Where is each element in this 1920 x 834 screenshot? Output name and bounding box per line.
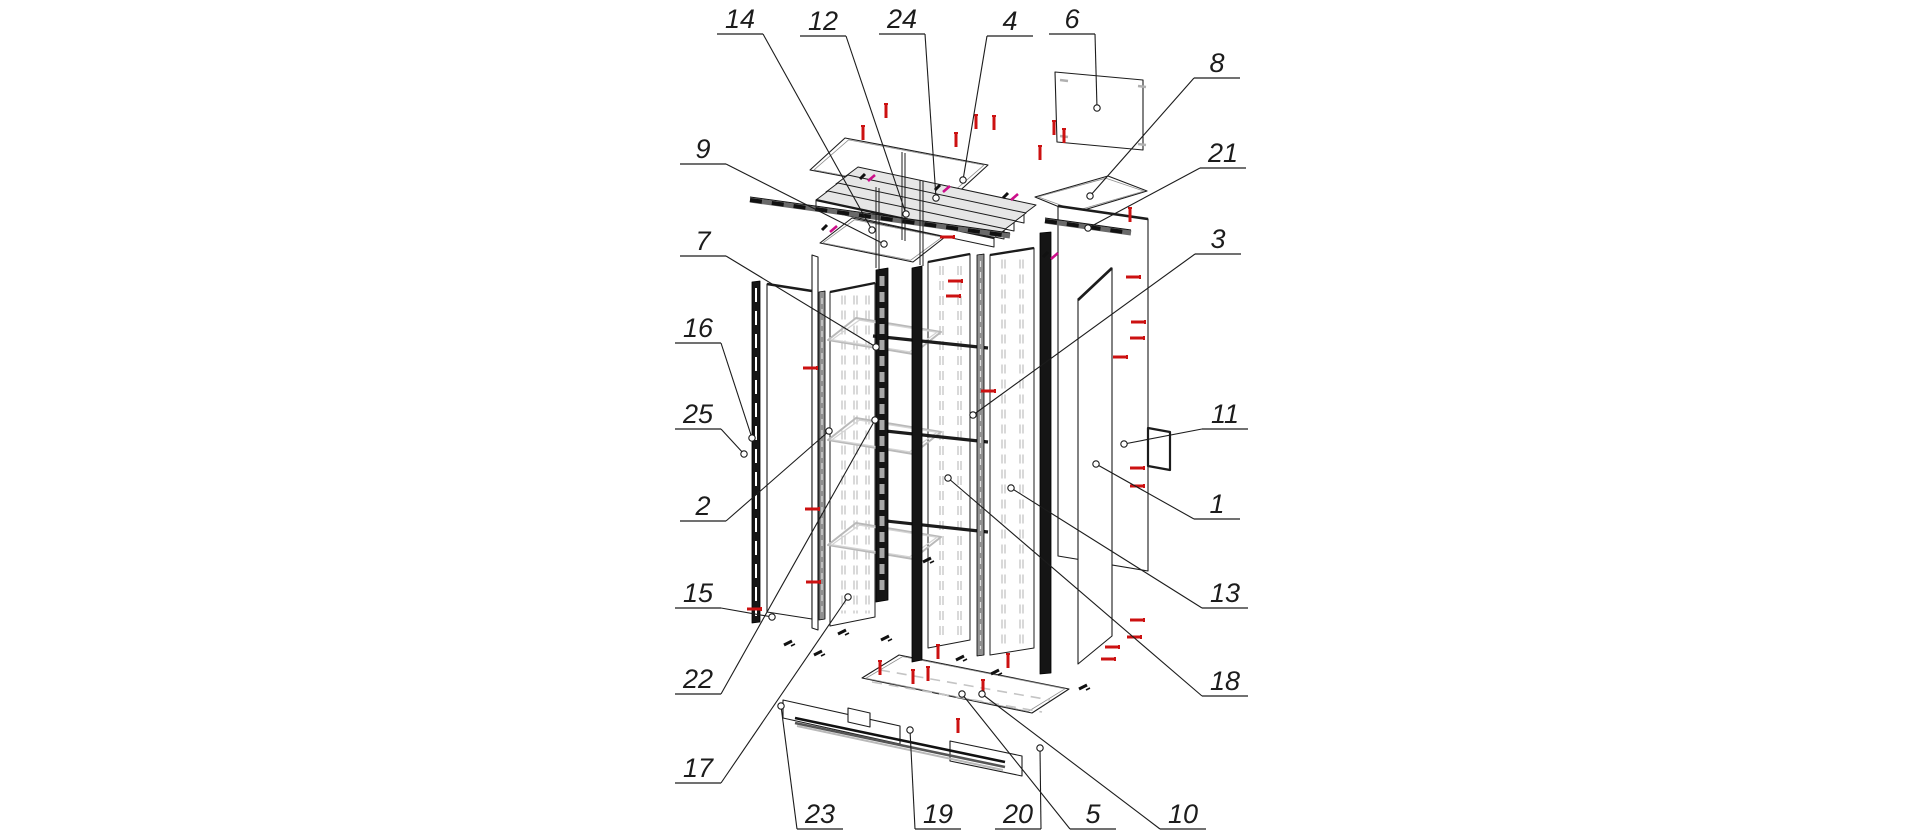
callout-leader [721, 597, 848, 783]
fitting-icon [963, 659, 967, 661]
callout-target-dot [1087, 193, 1093, 199]
callout-number-21: 21 [1207, 138, 1239, 168]
dowel-icon [822, 225, 827, 230]
callout-leader [721, 608, 772, 617]
callout-target-dot [778, 703, 784, 709]
callout-target-dot [959, 691, 965, 697]
callout-target-dot [1085, 225, 1091, 231]
callout-number-12: 12 [807, 6, 839, 36]
callout-target-dot [979, 691, 985, 697]
callout-number-10: 10 [1167, 799, 1199, 829]
edge-strip-2 [912, 266, 922, 662]
callout-target-dot [907, 727, 913, 733]
fitting-icon [1079, 685, 1087, 689]
callout-target-dot [845, 594, 851, 600]
callout-number-25: 25 [682, 399, 714, 429]
callout-target-dot [960, 177, 966, 183]
callout-target-dot [1008, 485, 1014, 491]
callout-leader [781, 706, 797, 829]
callout-target-dot [869, 227, 875, 233]
back-panel-3 [990, 248, 1034, 655]
callout-number-23: 23 [804, 799, 836, 829]
callout-target-dot [826, 428, 832, 434]
callout-number-2: 2 [695, 491, 711, 521]
fitting-icon [991, 670, 999, 674]
callout-leader [963, 36, 987, 180]
callout-target-dot [749, 435, 755, 441]
callout-number-22: 22 [682, 664, 714, 694]
callout-leader [1040, 748, 1041, 829]
fitting-icon [821, 654, 825, 656]
callout-target-dot [1037, 745, 1043, 751]
callout-number-9: 9 [695, 134, 711, 164]
back-panel-1 [830, 283, 875, 626]
callout-target-dot [903, 211, 909, 217]
callout-number-24: 24 [886, 4, 918, 34]
callout-leader [910, 730, 915, 829]
fitting-icon [881, 636, 889, 640]
corner-tick [1138, 86, 1146, 87]
side-bracket [1148, 428, 1170, 470]
callout-number-14: 14 [724, 4, 756, 34]
callout-number-6: 6 [1064, 4, 1080, 34]
callout-number-18: 18 [1209, 666, 1241, 696]
fitting-icon [956, 656, 964, 660]
callout-target-dot [1093, 461, 1099, 467]
screw-icon [1051, 253, 1058, 259]
fitting-icon [888, 639, 892, 641]
callout-number-13: 13 [1209, 578, 1241, 608]
callout-target-dot [933, 195, 939, 201]
edge-strip-4 [1040, 232, 1051, 674]
fitting-icon [845, 633, 849, 635]
callout-number-17: 17 [682, 753, 714, 783]
corner-tick [1060, 80, 1068, 81]
callout-target-dot [1094, 105, 1100, 111]
callout-leader [721, 343, 752, 438]
callout-target-dot [872, 417, 878, 423]
fitting-icon [814, 651, 822, 655]
plinth-rail [795, 718, 1005, 762]
dowel-icon [1003, 193, 1008, 198]
fitting-icon [791, 644, 795, 646]
callout-number-11: 11 [1210, 399, 1240, 429]
fitting-icon [838, 630, 846, 634]
callout-target-dot [873, 344, 879, 350]
callout-number-1: 1 [1209, 489, 1225, 519]
corner-tick [1138, 144, 1146, 145]
callout-number-7: 7 [695, 226, 711, 256]
callout-target-dot [881, 241, 887, 247]
callout-number-8: 8 [1209, 48, 1225, 78]
fitting-icon [1086, 688, 1090, 690]
callout-target-dot [970, 412, 976, 418]
callout-target-dot [1121, 441, 1127, 447]
callout-target-dot [945, 475, 951, 481]
callout-number-3: 3 [1210, 224, 1226, 254]
callout-number-4: 4 [1002, 6, 1018, 36]
callout-number-15: 15 [682, 578, 714, 608]
callout-number-20: 20 [1002, 799, 1034, 829]
callout-number-16: 16 [682, 313, 714, 343]
callout-leader [721, 429, 744, 454]
screw-icon [1011, 194, 1018, 200]
callout-number-5: 5 [1085, 799, 1101, 829]
callout-number-19: 19 [922, 799, 954, 829]
callout-target-dot [769, 614, 775, 620]
fitting-icon [784, 641, 792, 645]
back-panel-2 [928, 254, 970, 648]
callout-target-dot [741, 451, 747, 457]
fitting-icon [998, 673, 1002, 675]
